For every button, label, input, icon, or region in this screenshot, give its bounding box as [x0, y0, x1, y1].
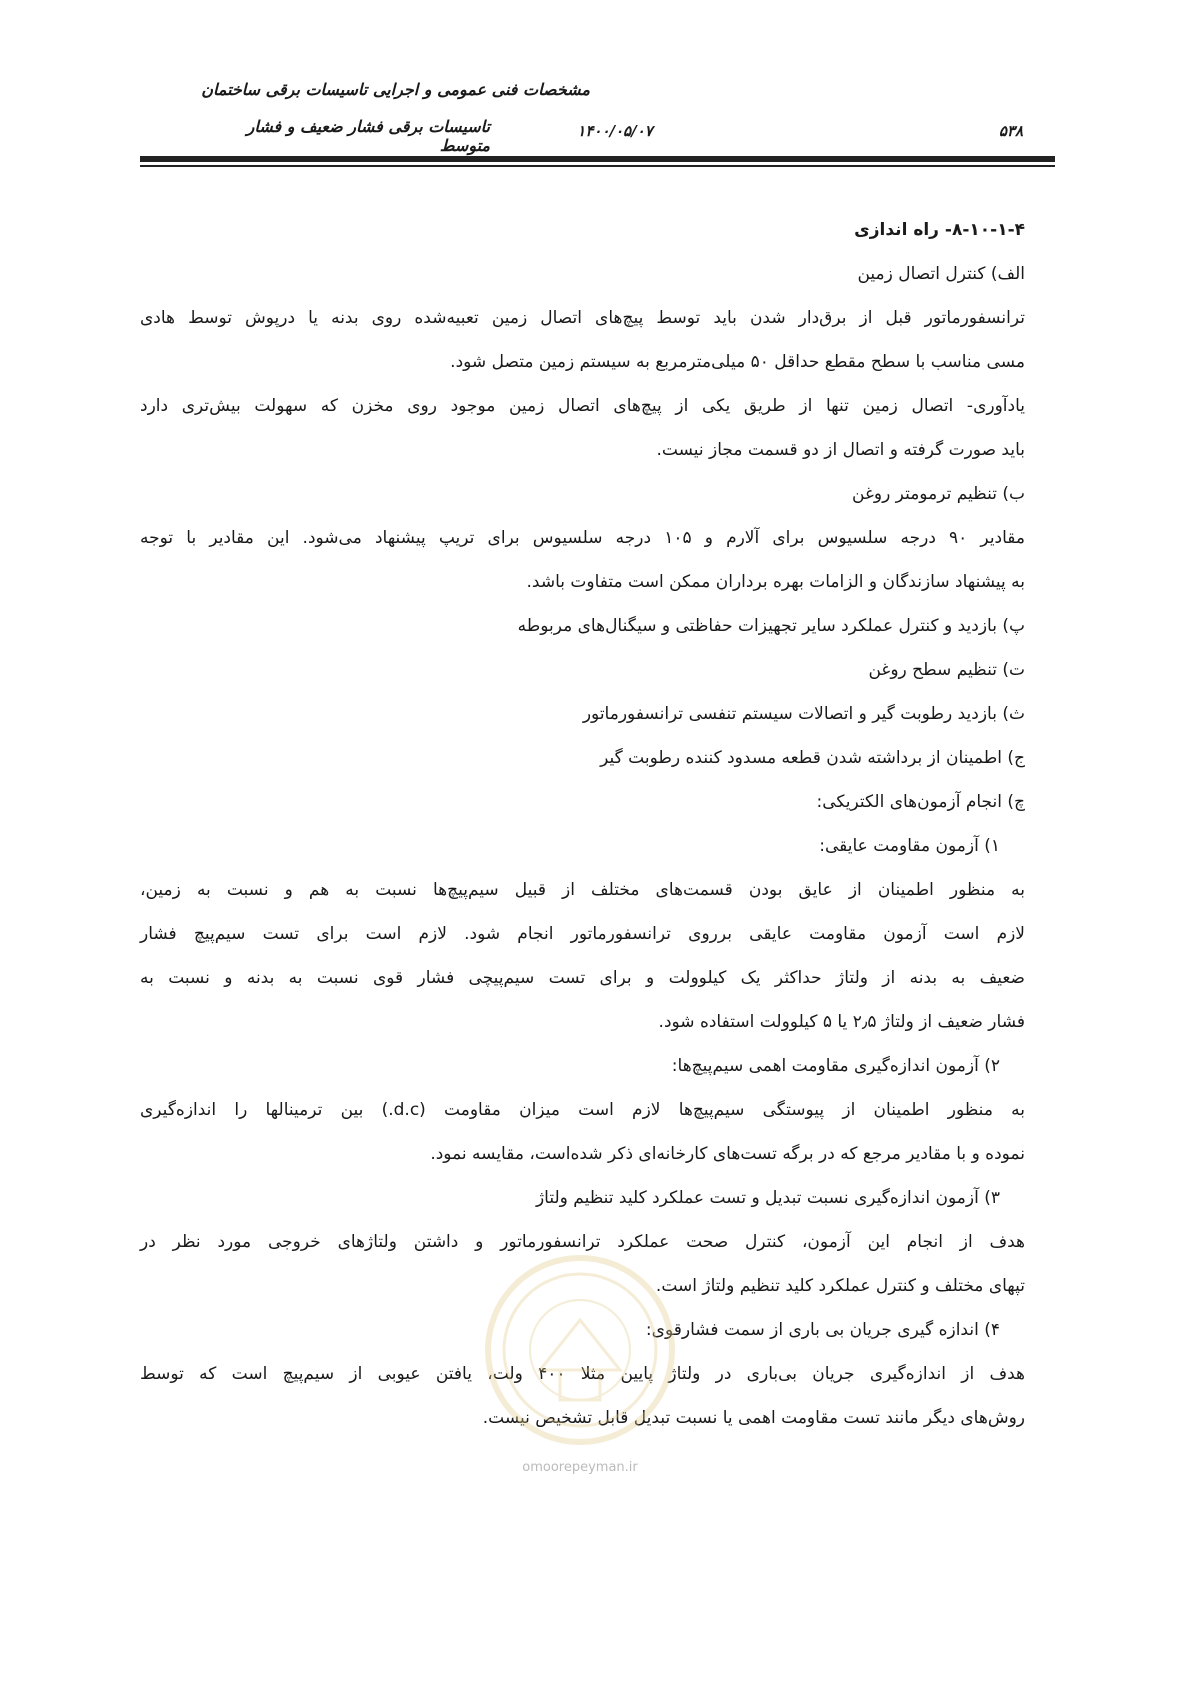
item-be: ب) تنظیم ترمومتر روغن: [852, 484, 1025, 504]
seal-watermark-icon: [480, 1250, 680, 1450]
page-number: ۵۳۸: [998, 122, 1023, 140]
paragraph-line: لازم است آزمون مقاومت عایقی برروی ترانسفورماتور انجام شود. لازم است برای تست سیم‌پیچ فشار: [140, 924, 1025, 944]
paragraph-line: به منظور اطمینان از پیوستگی سیم‌پیچ‌ها لازم است میزان مقاومت (d.c.) بین ترمینالها را اندازه‌گیری: [140, 1100, 1025, 1120]
paragraph-line: هدف از اندازه‌گیری جریان بی‌باری در ولتاژ پایین مثلا ۴۰۰ ولت، یافتن عیوبی از سیم‌پیچ است که توسط: [140, 1364, 1025, 1384]
item-alef: الف) کنترل اتصال زمین: [857, 264, 1025, 284]
paragraph-line: به پیشنهاد سازندگان و الزامات بهره برداران ممکن است متفاوت باشد.: [526, 572, 1025, 592]
header-rule-thick: [140, 156, 1055, 162]
paragraph-line: فشار ضعیف از ولتاژ ۲٫۵ یا ۵ کیلوولت استفاده شود.: [658, 1012, 1025, 1032]
paragraph-line: به منظور اطمینان از عایق بودن قسمت‌های مختلف از قبیل سیم‌پیچ‌ها نسبت به هم و نسبت به زمین،: [140, 880, 1025, 900]
item-jim: ج) اطمینان از برداشته شدن قطعه مسدود کننده رطوبت گیر: [600, 748, 1025, 768]
item-che: چ) انجام آزمون‌های الکتریکی:: [816, 792, 1025, 812]
paragraph-line: مسی مناسب با سطح مقطع حداقل ۵۰ میلی‌مترمربع به سیستم زمین متصل شود.: [450, 352, 1025, 372]
item-pe: پ) بازدید و کنترل عملکرد سایر تجهیزات حفاظتی و سیگنال‌های مربوطه: [517, 616, 1025, 636]
paragraph-line: نموده و با مقادیر مرجع که در برگه تست‌های کارخانه‌ای ذکر شده‌است، مقایسه نمود.: [430, 1144, 1025, 1164]
header-rule-thin: [140, 165, 1055, 167]
paragraph-line: ضعیف به بدنه از ولتاژ حداکثر یک کیلوولت و برای تست سیم‌پیچی فشار قوی نسبت به بدنه و نسبت به: [140, 968, 1025, 988]
subitem-4: ۴) اندازه گیری جریان بی باری از سمت فشارقوی:: [645, 1320, 1000, 1340]
header-title-line1: مشخصات فنی عمومی و اجرایی تاسیسات برقی ساختمان: [201, 80, 590, 99]
paragraph-line: هدف از انجام این آزمون، کنترل صحت عملکرد ترانسفورماتور و داشتن ولتاژهای خروجی مورد نظر در: [140, 1232, 1025, 1252]
watermark-text: omoorepeyman.ir: [522, 1460, 638, 1475]
subitem-1: ۱) آزمون مقاومت عایقی:: [819, 836, 1000, 856]
section-heading: ۸-۱۰-۱-۴- راه اندازی: [854, 220, 1025, 240]
paragraph-line: روش‌های دیگر مانند تست مقاومت اهمی یا نسبت تبدیل قابل تشخیص نیست.: [482, 1408, 1025, 1428]
paragraph-line: باید صورت گرفته و اتصال از دو قسمت مجاز نیست.: [656, 440, 1025, 460]
subitem-3: ۳) آزمون اندازه‌گیری نسبت تبدیل و تست عملکرد کلید تنظیم ولتاژ: [535, 1188, 1000, 1208]
paragraph-line: تپهای مختلف و کنترل عملکرد کلید تنظیم ولتاژ است.: [655, 1276, 1025, 1296]
header-title-line2: تاسیسات برقی فشار ضعیف و فشار متوسط: [246, 117, 490, 155]
item-te: ت) تنظیم سطح روغن: [868, 660, 1025, 680]
paragraph-line: ترانسفورماتور قبل از برق‌دار شدن باید توسط پیچ‌های اتصال زمین تعبیه‌شده روی بدنه یا درپوش توسط هادی: [140, 308, 1025, 328]
subitem-2: ۲) آزمون اندازه‌گیری مقاومت اهمی سیم‌پیچ‌ها:: [671, 1056, 1000, 1076]
paragraph-line: مقادیر ۹۰ درجه سلسیوس برای آلارم و ۱۰۵ درجه سلسیوس برای تریپ پیشنهاد می‌شود. این مقادیر با توجه: [140, 528, 1026, 548]
item-se: ث) بازدید رطوبت گیر و اتصالات سیستم تنفسی ترانسفورماتور: [582, 704, 1025, 724]
paragraph-line: یادآوری- اتصال زمین تنها از طریق یکی از پیچ‌های اتصال زمین موجود روی مخزن که سهولت بیش‌تری دارد: [140, 396, 1025, 416]
header-date: ۱۴۰۰/۰۵/۰۷: [577, 122, 653, 140]
